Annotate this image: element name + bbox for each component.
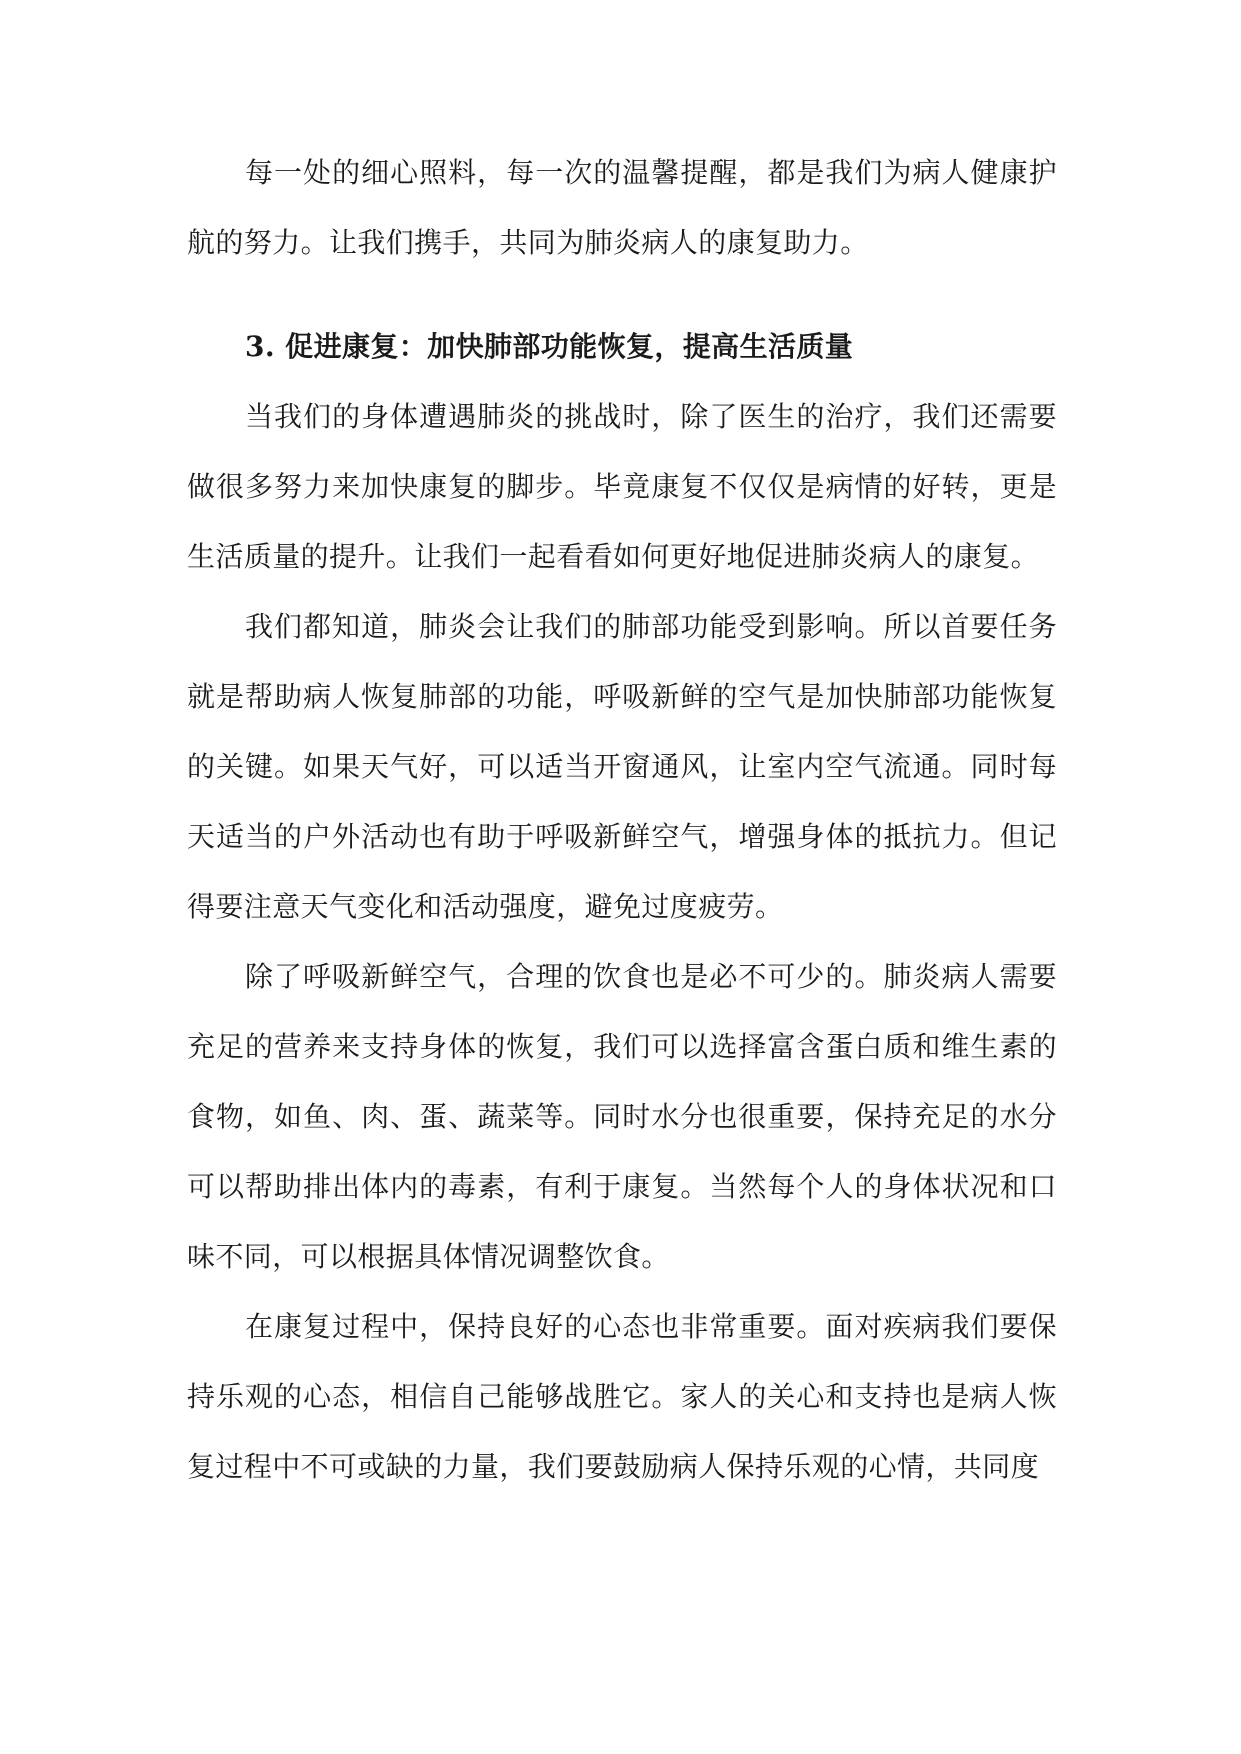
paragraph-mindset: 在康复过程中，保持良好的心态也非常重要。面对疾病我们要保持乐观的心态，相信自己能够战胜它。家人的关心和支持也是病人恢复过程中不可或缺的力量，我们要鼓励病人保持乐观的心情，共同度 (187, 1310, 1057, 1483)
paragraph-closing-care: 每一处的细心照料，每一次的温馨提醒，都是我们为病人健康护航的努力。让我们携手，共同为肺炎病人的康复助力。 (187, 156, 1057, 259)
paragraph-recovery-intro: 当我们的身体遭遇肺炎的挑战时，除了医生的治疗，我们还需要做很多努力来加快康复的脚步。毕竟康复不仅仅是病情的好转，更是生活质量的提升。让我们一起看看如何更好地促进肺炎病人的康复。 (187, 400, 1057, 573)
paragraph-lung-function: 我们都知道，肺炎会让我们的肺部功能受到影响。所以首要任务就是帮助病人恢复肺部的功能，呼吸新鲜的空气是加快肺部功能恢复的关键。如果天气好，可以适当开窗通风，让室内空气流通。同时每天适当的户外活动也有助于呼吸新鲜空气，增强身体的抵抗力。但记得要注意天气变化和活动强度，避免过度疲劳。 (187, 610, 1057, 923)
document-body (187, 138, 1057, 1502)
section-heading-recovery: 3. 促进康复：加快肺部功能恢复，提高生活质量 (245, 330, 854, 363)
paragraph-diet: 除了呼吸新鲜空气，合理的饮食也是必不可少的。肺炎病人需要充足的营养来支持身体的恢复，我们可以选择富含蛋白质和维生素的食物，如鱼、肉、蛋、蔬菜等。同时水分也很重要，保持充足的水分可以帮助排出体内的毒素，有利于康复。当然每个人的身体状况和口味不同，可以根据具体情况调整饮食。 (187, 960, 1057, 1273)
